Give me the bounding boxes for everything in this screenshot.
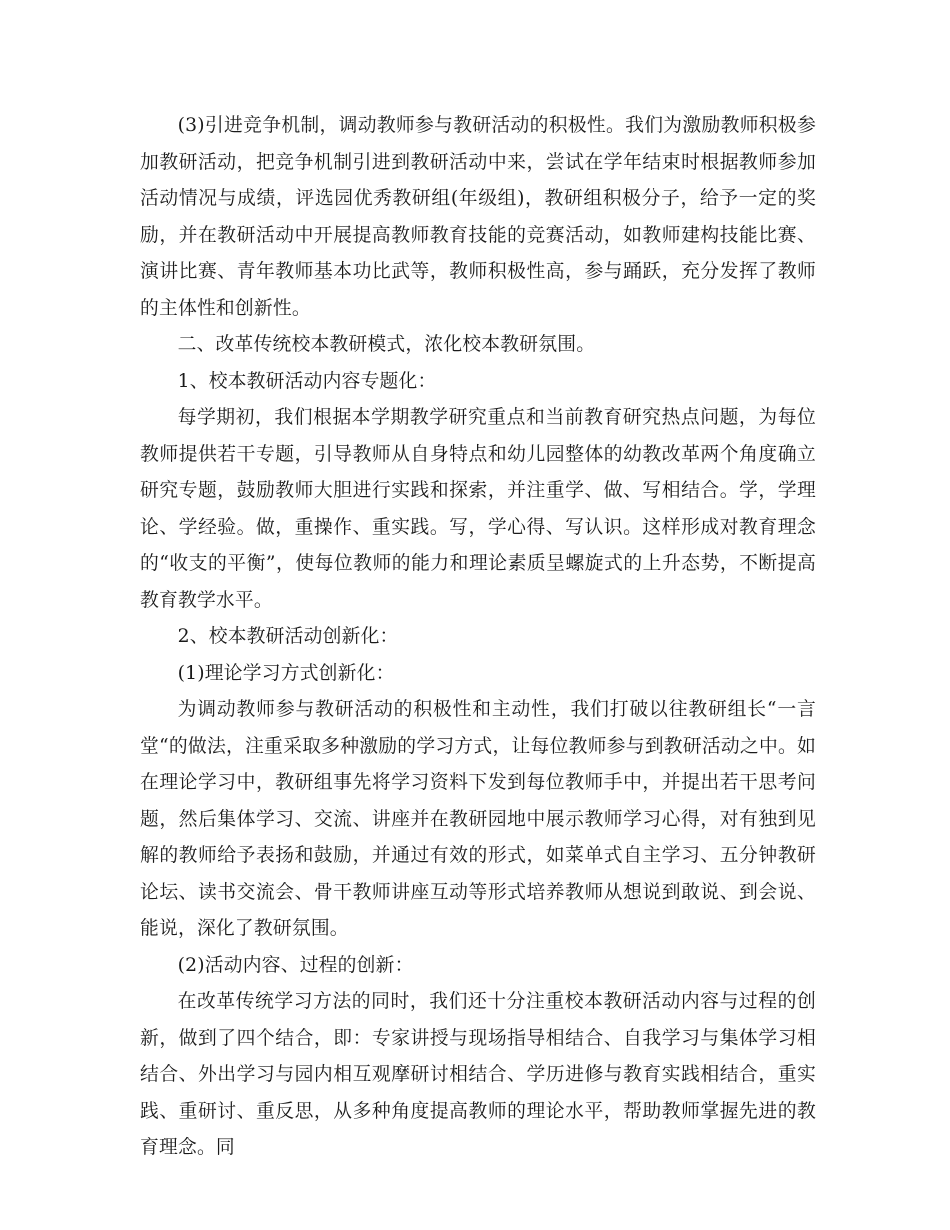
subheading-theory-learning: (1)理论学习方式创新化：	[177, 662, 395, 684]
paragraph-competition-mechanism: (3)引进竞争机制，调动教师参与教研活动的积极性。我们为激励教师积极参加教研活动，把竞争机制引进到教研活动中来，尝试在学年结束时根据教师参加活动情况与成绩，评选园优秀教研组(年级组)，教研组积极分子，给予一定的奖励，并在教研活动中开展提高教师教育技能的竞赛活动，如教师建构技能比赛、演讲比赛、青年教师基本功比武等，教师积极性高，参与踊跃，充分发挥了教师的主体性和创新性。	[140, 115, 816, 319]
subheading-activity-content: (2)活动内容、过程的创新：	[177, 954, 414, 976]
paragraph-topic-based: 每学期初，我们根据本学期教学研究重点和当前教育研究热点问题，为每位教师提供若干专题，引导教师从自身特点和幼儿园整体的幼教改革两个角度确立研究专题，鼓励教师大胆进行实践和探索，并注重学、做、写相结合。学，学理论、学经验。做，重操作、重实践。写，学心得、写认识。这样形成对教育理念的“收支的平衡”，使每位教师的能力和理论素质呈螺旋式的上升态势，不断提高教育教学水平。	[140, 407, 816, 611]
paragraph-theory-learning: 为调动教师参与教研活动的积极性和主动性，我们打破以往教研组长“一言堂“的做法，注重采取多种激励的学习方式，让每位教师参与到教研活动之中。如在理论学习中，教研组事先将学习资料下发到每位教师手中，并提出若干思考问题，然后集体学习、交流、讲座并在教研园地中展示教师学习心得，对有独到见解的教师给予表扬和鼓励，并通过有效的形式，如菜单式自主学习、五分钟教研论坛、读书交流会、骨干教师讲座互动等形式培养教师从想说到敢说、到会说、能说，深化了教研氛围。	[140, 699, 816, 939]
section-heading-reform: 二、改革传统校本教研模式，浓化校本教研氛围。	[177, 334, 596, 355]
subheading-topic-based: 1、校本教研活动内容专题化：	[177, 370, 437, 392]
body-text	[140, 108, 816, 1167]
subheading-innovation: 2、校本教研活动创新化：	[177, 626, 399, 647]
paragraph-activity-content: 在改革传统学习方法的同时，我们还十分注重校本教研活动内容与过程的创新，做到了四个结合，即：专家讲授与现场指导相结合、自我学习与集体学习相结合、外出学习与园内相互观摩研讨相结合、学历进修与教育实践相结合，重实践、重研讨、重反思，从多种角度提高教师的理论水平，帮助教师掌握先进的教育理念。同	[140, 991, 816, 1158]
